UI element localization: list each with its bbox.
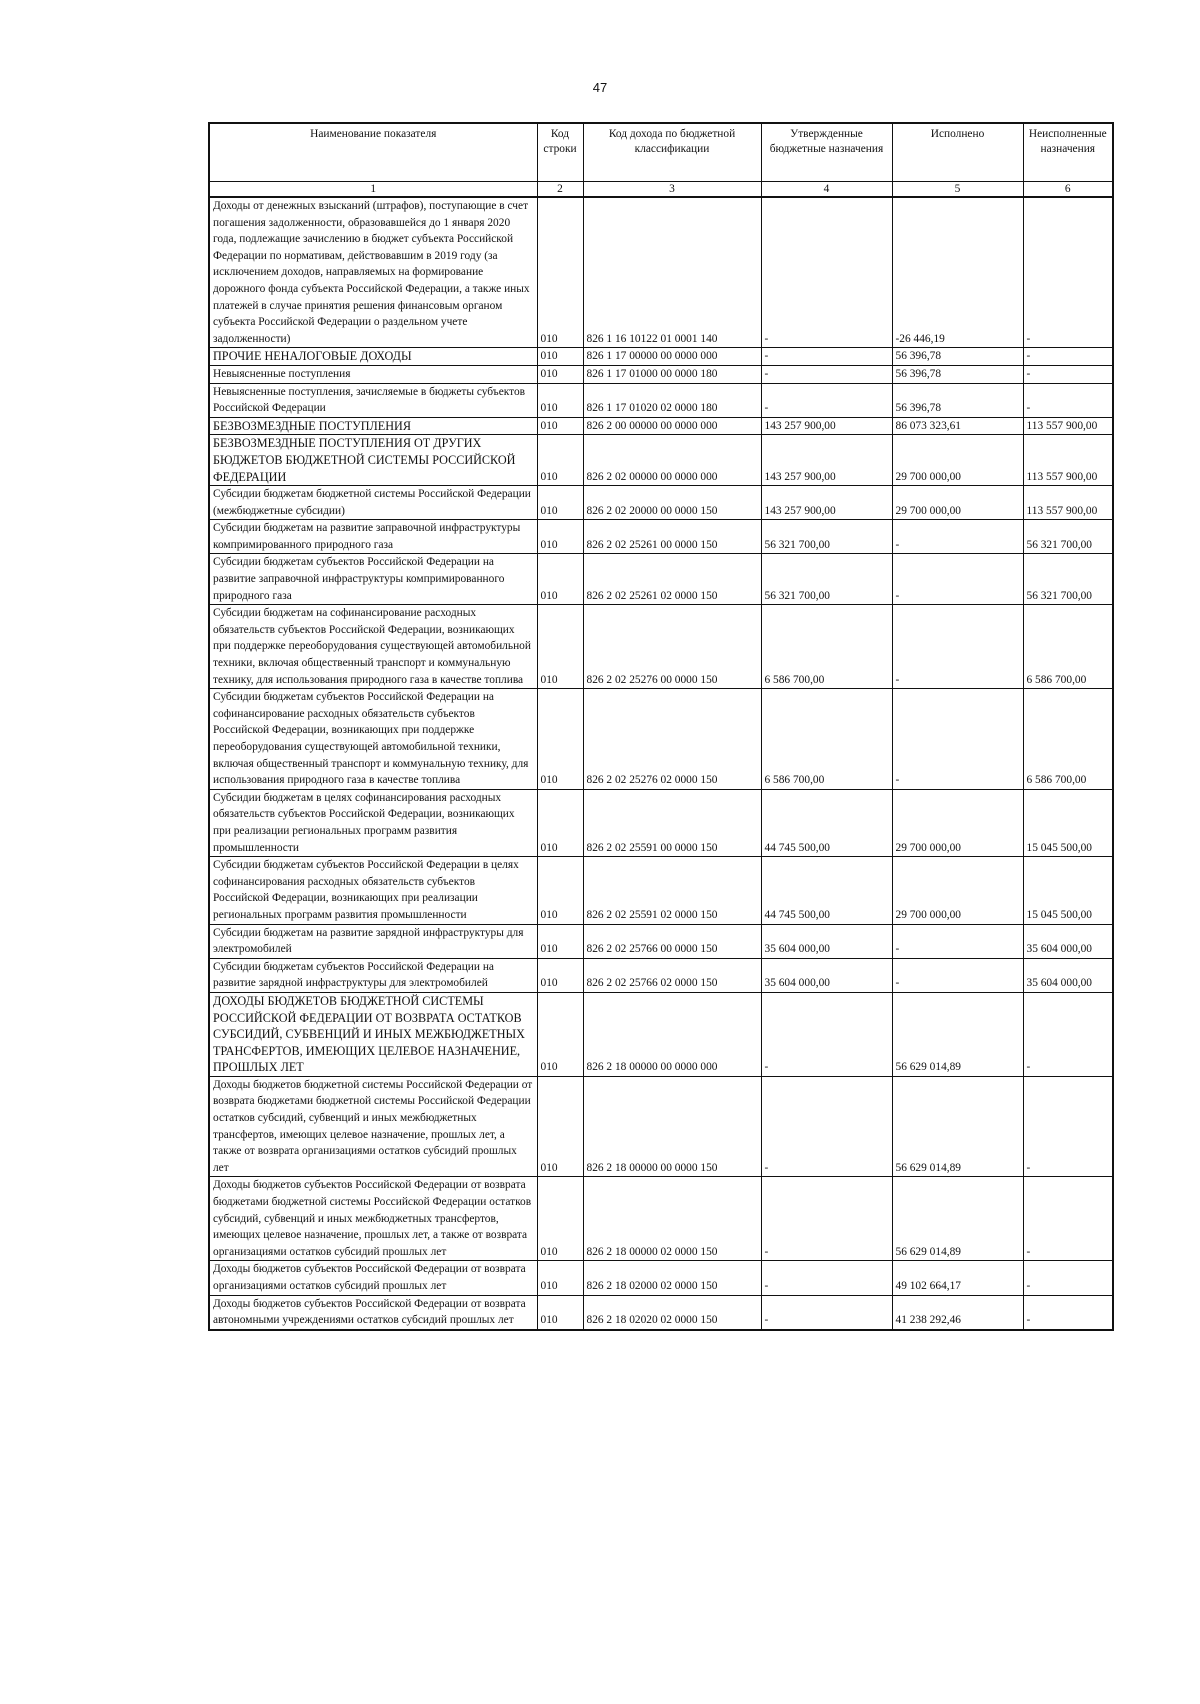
budget-code-cell: 826 2 18 02000 02 0000 150 — [583, 1261, 761, 1295]
header-unexecuted: Неисполненные назначения — [1023, 123, 1113, 182]
indicator-name-cell: ПРОЧИЕ НЕНАЛОГОВЫЕ ДОХОДЫ — [209, 348, 537, 366]
budget-code-cell: 826 2 02 25276 00 0000 150 — [583, 605, 761, 689]
unexecuted-amount-cell: - — [1023, 1261, 1113, 1295]
table-row — [209, 605, 1113, 689]
line-code-cell: 010 — [537, 924, 583, 958]
indicator-name-cell: Субсидии бюджетам на развитие зарядной инфраструктуры для электромобилей — [209, 924, 537, 958]
unexecuted-amount-cell: 113 557 900,00 — [1023, 486, 1113, 520]
budget-code-cell: 826 2 02 25591 02 0000 150 — [583, 857, 761, 924]
line-code-cell: 010 — [537, 365, 583, 383]
table-row — [209, 1295, 1113, 1330]
executed-amount-cell: -26 446,19 — [892, 197, 1023, 348]
indicator-name-cell: Субсидии бюджетам субъектов Российской Федерации на развитие зарядной инфраструктуры для электромобилей — [209, 958, 537, 992]
line-code-cell: 010 — [537, 554, 583, 605]
executed-amount-cell: 29 700 000,00 — [892, 435, 1023, 486]
line-code-cell: 010 — [537, 958, 583, 992]
table-header-row — [209, 123, 1113, 182]
indicator-name-cell: Доходы бюджетов субъектов Российской Федерации от возврата организациями остатков субсидий прошлых лет — [209, 1261, 537, 1295]
executed-amount-cell: - — [892, 689, 1023, 790]
indicator-name-cell: Субсидии бюджетам в целях софинансирования расходных обязательств субъектов Российской Федерации, возникающих при реализации региональных программ развития промышленности — [209, 789, 537, 856]
budget-code-cell: 826 2 02 25261 02 0000 150 — [583, 554, 761, 605]
budget-code-cell: 826 1 16 10122 01 0001 140 — [583, 197, 761, 348]
indicator-name-cell: Невыясненные поступления, зачисляемые в бюджеты субъектов Российской Федерации — [209, 383, 537, 417]
approved-amount-cell: 6 586 700,00 — [761, 689, 892, 790]
executed-amount-cell: - — [892, 958, 1023, 992]
executed-amount-cell: 56 629 014,89 — [892, 1177, 1023, 1261]
table-row — [209, 197, 1113, 348]
table-row — [209, 992, 1113, 1076]
line-code-cell: 010 — [537, 857, 583, 924]
unexecuted-amount-cell: 113 557 900,00 — [1023, 435, 1113, 486]
table-row — [209, 924, 1113, 958]
budget-code-cell: 826 2 18 00000 00 0000 000 — [583, 992, 761, 1076]
table-row — [209, 958, 1113, 992]
approved-amount-cell: 6 586 700,00 — [761, 605, 892, 689]
line-code-cell: 010 — [537, 992, 583, 1076]
indicator-name-cell: Субсидии бюджетам субъектов Российской Федерации в целях софинансирования расходных обязательств субъектов Российской Федерации, возникающих при реализации региональных программ развития промышленности — [209, 857, 537, 924]
table-row — [209, 789, 1113, 856]
column-number-row — [209, 182, 1113, 198]
header-approved: Утвержденные бюджетные назначения — [761, 123, 892, 182]
header-budget-code: Код дохода по бюджетной классификации — [583, 123, 761, 182]
column-number: 5 — [892, 182, 1023, 198]
budget-code-cell: 826 2 02 25766 02 0000 150 — [583, 958, 761, 992]
header-indicator-name: Наименование показателя — [209, 123, 537, 182]
unexecuted-amount-cell: - — [1023, 365, 1113, 383]
unexecuted-amount-cell: 6 586 700,00 — [1023, 605, 1113, 689]
indicator-name-cell: Доходы бюджетов субъектов Российской Федерации от возврата автономными учреждениями остатков субсидий прошлых лет — [209, 1295, 537, 1330]
column-number: 3 — [583, 182, 761, 198]
line-code-cell: 010 — [537, 1261, 583, 1295]
budget-code-cell: 826 2 02 00000 00 0000 000 — [583, 435, 761, 486]
column-number: 4 — [761, 182, 892, 198]
table-row — [209, 486, 1113, 520]
unexecuted-amount-cell: - — [1023, 383, 1113, 417]
table-row — [209, 435, 1113, 486]
unexecuted-amount-cell: - — [1023, 1177, 1113, 1261]
table-row — [209, 689, 1113, 790]
approved-amount-cell: 44 745 500,00 — [761, 857, 892, 924]
budget-code-cell: 826 1 17 01020 02 0000 180 — [583, 383, 761, 417]
approved-amount-cell: - — [761, 1177, 892, 1261]
unexecuted-amount-cell: - — [1023, 992, 1113, 1076]
unexecuted-amount-cell: 56 321 700,00 — [1023, 520, 1113, 554]
page-number: 47 — [592, 80, 608, 95]
executed-amount-cell: 41 238 292,46 — [892, 1295, 1023, 1330]
unexecuted-amount-cell: 15 045 500,00 — [1023, 789, 1113, 856]
table-row — [209, 417, 1113, 435]
executed-amount-cell: 56 396,78 — [892, 365, 1023, 383]
approved-amount-cell: 143 257 900,00 — [761, 435, 892, 486]
approved-amount-cell: 143 257 900,00 — [761, 417, 892, 435]
line-code-cell: 010 — [537, 789, 583, 856]
line-code-cell: 010 — [537, 605, 583, 689]
executed-amount-cell: 29 700 000,00 — [892, 789, 1023, 856]
indicator-name-cell: Доходы от денежных взысканий (штрафов), поступающие в счет погашения задолженности, образовавшейся до 1 января 2020 года, подлежащие зачислению в бюджет субъекта Российской Федерации по нормативам, действовавшим в 2019 году (за исключением доходов, направляемых на формирование дорожного фонда субъекта Российской Федерации, а также иных платежей в случае принятия решения финансовым органом субъекта Российской Федерации о раздельном учете задолженности) — [209, 197, 537, 348]
approved-amount-cell: 35 604 000,00 — [761, 958, 892, 992]
budget-code-cell: 826 2 02 25276 02 0000 150 — [583, 689, 761, 790]
approved-amount-cell: 35 604 000,00 — [761, 924, 892, 958]
header-executed: Исполнено — [892, 123, 1023, 182]
unexecuted-amount-cell: 6 586 700,00 — [1023, 689, 1113, 790]
approved-amount-cell: - — [761, 992, 892, 1076]
executed-amount-cell: 56 629 014,89 — [892, 1076, 1023, 1177]
executed-amount-cell: 56 396,78 — [892, 348, 1023, 366]
line-code-cell: 010 — [537, 383, 583, 417]
line-code-cell: 010 — [537, 1295, 583, 1330]
approved-amount-cell: 143 257 900,00 — [761, 486, 892, 520]
approved-amount-cell: - — [761, 348, 892, 366]
line-code-cell: 010 — [537, 1177, 583, 1261]
budget-code-cell: 826 1 17 01000 00 0000 180 — [583, 365, 761, 383]
unexecuted-amount-cell: 56 321 700,00 — [1023, 554, 1113, 605]
table-row — [209, 383, 1113, 417]
line-code-cell: 010 — [537, 197, 583, 348]
executed-amount-cell: 56 396,78 — [892, 383, 1023, 417]
approved-amount-cell: - — [761, 1076, 892, 1177]
table-row — [209, 348, 1113, 366]
unexecuted-amount-cell: 15 045 500,00 — [1023, 857, 1113, 924]
executed-amount-cell: - — [892, 554, 1023, 605]
line-code-cell: 010 — [537, 417, 583, 435]
indicator-name-cell: Субсидии бюджетам на софинансирование расходных обязательств субъектов Российской Федерации, возникающих при поддержке переоборудования существующей автомобильной техники, включая общественный транспорт и коммунальную технику, для использования природного газа в качестве топлива — [209, 605, 537, 689]
budget-code-cell: 826 2 18 00000 02 0000 150 — [583, 1177, 761, 1261]
approved-amount-cell: - — [761, 365, 892, 383]
table-row — [209, 365, 1113, 383]
unexecuted-amount-cell: 35 604 000,00 — [1023, 958, 1113, 992]
executed-amount-cell: - — [892, 605, 1023, 689]
column-number: 1 — [209, 182, 537, 198]
line-code-cell: 010 — [537, 520, 583, 554]
executed-amount-cell: 29 700 000,00 — [892, 857, 1023, 924]
revenue-report-table — [208, 122, 1114, 1331]
table-row — [209, 857, 1113, 924]
unexecuted-amount-cell: - — [1023, 197, 1113, 348]
approved-amount-cell: 56 321 700,00 — [761, 554, 892, 605]
unexecuted-amount-cell: 113 557 900,00 — [1023, 417, 1113, 435]
budget-code-cell: 826 2 00 00000 00 0000 000 — [583, 417, 761, 435]
column-number: 6 — [1023, 182, 1113, 198]
approved-amount-cell: 44 745 500,00 — [761, 789, 892, 856]
approved-amount-cell: 56 321 700,00 — [761, 520, 892, 554]
indicator-name-cell: БЕЗВОЗМЕЗДНЫЕ ПОСТУПЛЕНИЯ — [209, 417, 537, 435]
unexecuted-amount-cell: 35 604 000,00 — [1023, 924, 1113, 958]
indicator-name-cell: Невыясненные поступления — [209, 365, 537, 383]
table-row — [209, 1076, 1113, 1177]
line-code-cell: 010 — [537, 486, 583, 520]
line-code-cell: 010 — [537, 689, 583, 790]
executed-amount-cell: 56 629 014,89 — [892, 992, 1023, 1076]
header-line-code: Код строки — [537, 123, 583, 182]
indicator-name-cell: Субсидии бюджетам бюджетной системы Российской Федерации (межбюджетные субсидии) — [209, 486, 537, 520]
approved-amount-cell: - — [761, 383, 892, 417]
line-code-cell: 010 — [537, 1076, 583, 1177]
table-row — [209, 1261, 1113, 1295]
line-code-cell: 010 — [537, 348, 583, 366]
unexecuted-amount-cell: - — [1023, 1295, 1113, 1330]
budget-code-cell: 826 2 18 00000 00 0000 150 — [583, 1076, 761, 1177]
column-number: 2 — [537, 182, 583, 198]
table-row — [209, 1177, 1113, 1261]
approved-amount-cell: - — [761, 197, 892, 348]
budget-code-cell: 826 2 18 02020 02 0000 150 — [583, 1295, 761, 1330]
table-row — [209, 554, 1113, 605]
indicator-name-cell: Доходы бюджетов бюджетной системы Российской Федерации от возврата бюджетами бюджетной системы Российской Федерации остатков субсидий, субвенций и иных межбюджетных трансфертов, имеющих целевое назначение, прошлых лет, а также от возврата организациями остатков субсидий прошлых лет — [209, 1076, 537, 1177]
indicator-name-cell: Доходы бюджетов субъектов Российской Федерации от возврата бюджетами бюджетной системы Российской Федерации остатков субсидий, субвенций и иных межбюджетных трансфертов, имеющих целевое назначение, прошлых лет, а также от возврата организациями остатков субсидий прошлых лет — [209, 1177, 537, 1261]
budget-code-cell: 826 2 02 25766 00 0000 150 — [583, 924, 761, 958]
budget-code-cell: 826 2 02 25591 00 0000 150 — [583, 789, 761, 856]
executed-amount-cell: 49 102 664,17 — [892, 1261, 1023, 1295]
executed-amount-cell: 86 073 323,61 — [892, 417, 1023, 435]
executed-amount-cell: 29 700 000,00 — [892, 486, 1023, 520]
indicator-name-cell: БЕЗВОЗМЕЗДНЫЕ ПОСТУПЛЕНИЯ ОТ ДРУГИХ БЮДЖЕТОВ БЮДЖЕТНОЙ СИСТЕМЫ РОССИЙСКОЙ ФЕДЕРАЦИИ — [209, 435, 537, 486]
budget-code-cell: 826 2 02 25261 00 0000 150 — [583, 520, 761, 554]
indicator-name-cell: ДОХОДЫ БЮДЖЕТОВ БЮДЖЕТНОЙ СИСТЕМЫ РОССИЙСКОЙ ФЕДЕРАЦИИ ОТ ВОЗВРАТА ОСТАТКОВ СУБСИДИЙ, СУБВЕНЦИЙ И ИНЫХ МЕЖБЮДЖЕТНЫХ ТРАНСФЕРТОВ, ИМЕЮЩИХ ЦЕЛЕВОЕ НАЗНАЧЕНИЕ, ПРОШЛЫХ ЛЕТ — [209, 992, 537, 1076]
table-body — [209, 197, 1113, 1330]
table-row — [209, 520, 1113, 554]
budget-code-cell: 826 1 17 00000 00 0000 000 — [583, 348, 761, 366]
indicator-name-cell: Субсидии бюджетам на развитие заправочной инфраструктуры компримированного природного газа — [209, 520, 537, 554]
indicator-name-cell: Субсидии бюджетам субъектов Российской Федерации на софинансирование расходных обязательств субъектов Российской Федерации, возникающих при поддержке переоборудования существующей автомобильной техники, включая общественный транспорт и коммунальную технику, для использования природного газа в качестве топлива — [209, 689, 537, 790]
approved-amount-cell: - — [761, 1261, 892, 1295]
executed-amount-cell: - — [892, 924, 1023, 958]
unexecuted-amount-cell: - — [1023, 348, 1113, 366]
indicator-name-cell: Субсидии бюджетам субъектов Российской Федерации на развитие заправочной инфраструктуры компримированного природного газа — [209, 554, 537, 605]
line-code-cell: 010 — [537, 435, 583, 486]
unexecuted-amount-cell: - — [1023, 1076, 1113, 1177]
budget-code-cell: 826 2 02 20000 00 0000 150 — [583, 486, 761, 520]
approved-amount-cell: - — [761, 1295, 892, 1330]
executed-amount-cell: - — [892, 520, 1023, 554]
